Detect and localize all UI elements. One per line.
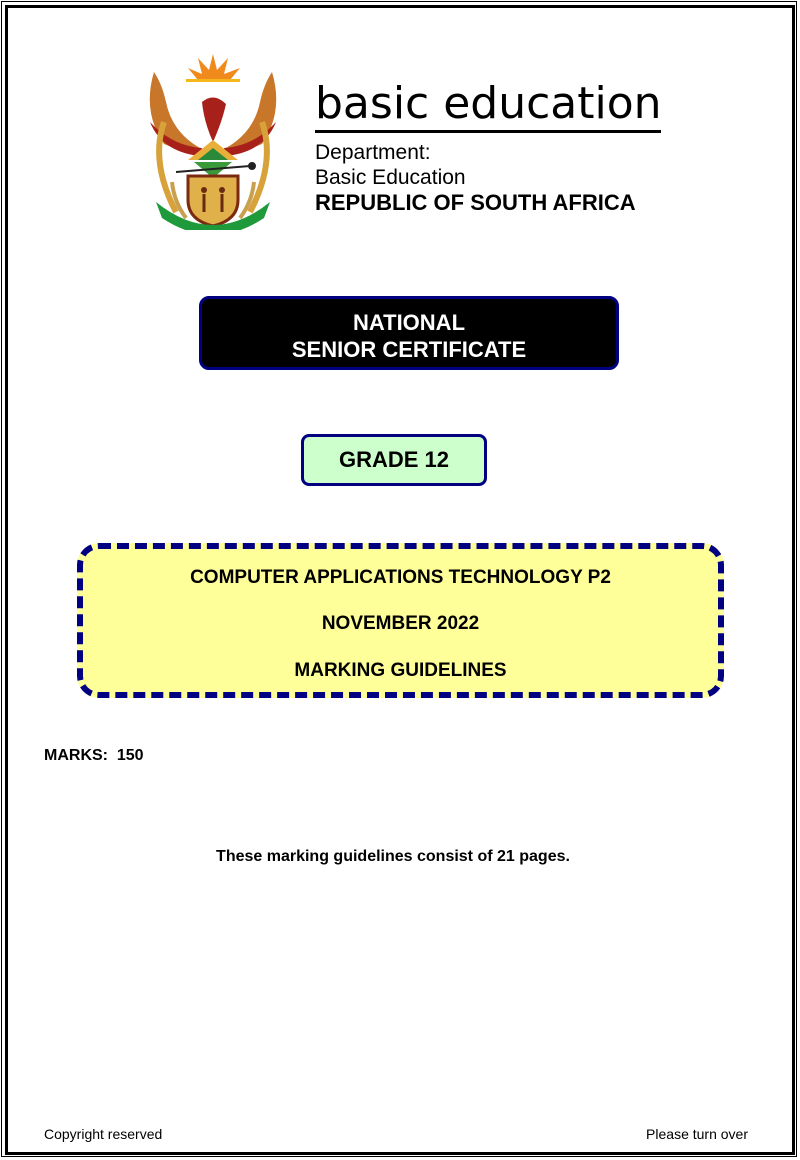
subject-title: COMPUTER APPLICATIONS TECHNOLOGY P2	[190, 567, 611, 588]
exam-session: NOVEMBER 2022	[321, 613, 480, 634]
grade-badge: GRADE 12	[301, 434, 487, 486]
footer-turn-over: Please turn over	[646, 1126, 748, 1142]
department-label: Department:	[315, 141, 431, 164]
certificate-banner	[199, 296, 619, 370]
certificate-line-1: NATIONAL	[352, 310, 466, 335]
footer-copyright: Copyright reserved	[44, 1126, 163, 1142]
department-block	[315, 140, 636, 215]
coat-of-arms-icon	[142, 52, 284, 230]
page-count-note: These marking guidelines consist of 21 pages.	[216, 848, 570, 865]
total-marks: MARKS: 150	[44, 747, 144, 764]
department-name: Basic Education	[315, 166, 466, 189]
brand-title: basic education	[315, 78, 662, 129]
subject-panel	[77, 543, 724, 698]
country-name: REPUBLIC OF SOUTH AFRICA	[315, 190, 636, 215]
brand-divider	[315, 130, 661, 133]
document-type: MARKING GUIDELINES	[294, 660, 507, 681]
certificate-line-2: SENIOR CERTIFICATE	[291, 337, 527, 362]
